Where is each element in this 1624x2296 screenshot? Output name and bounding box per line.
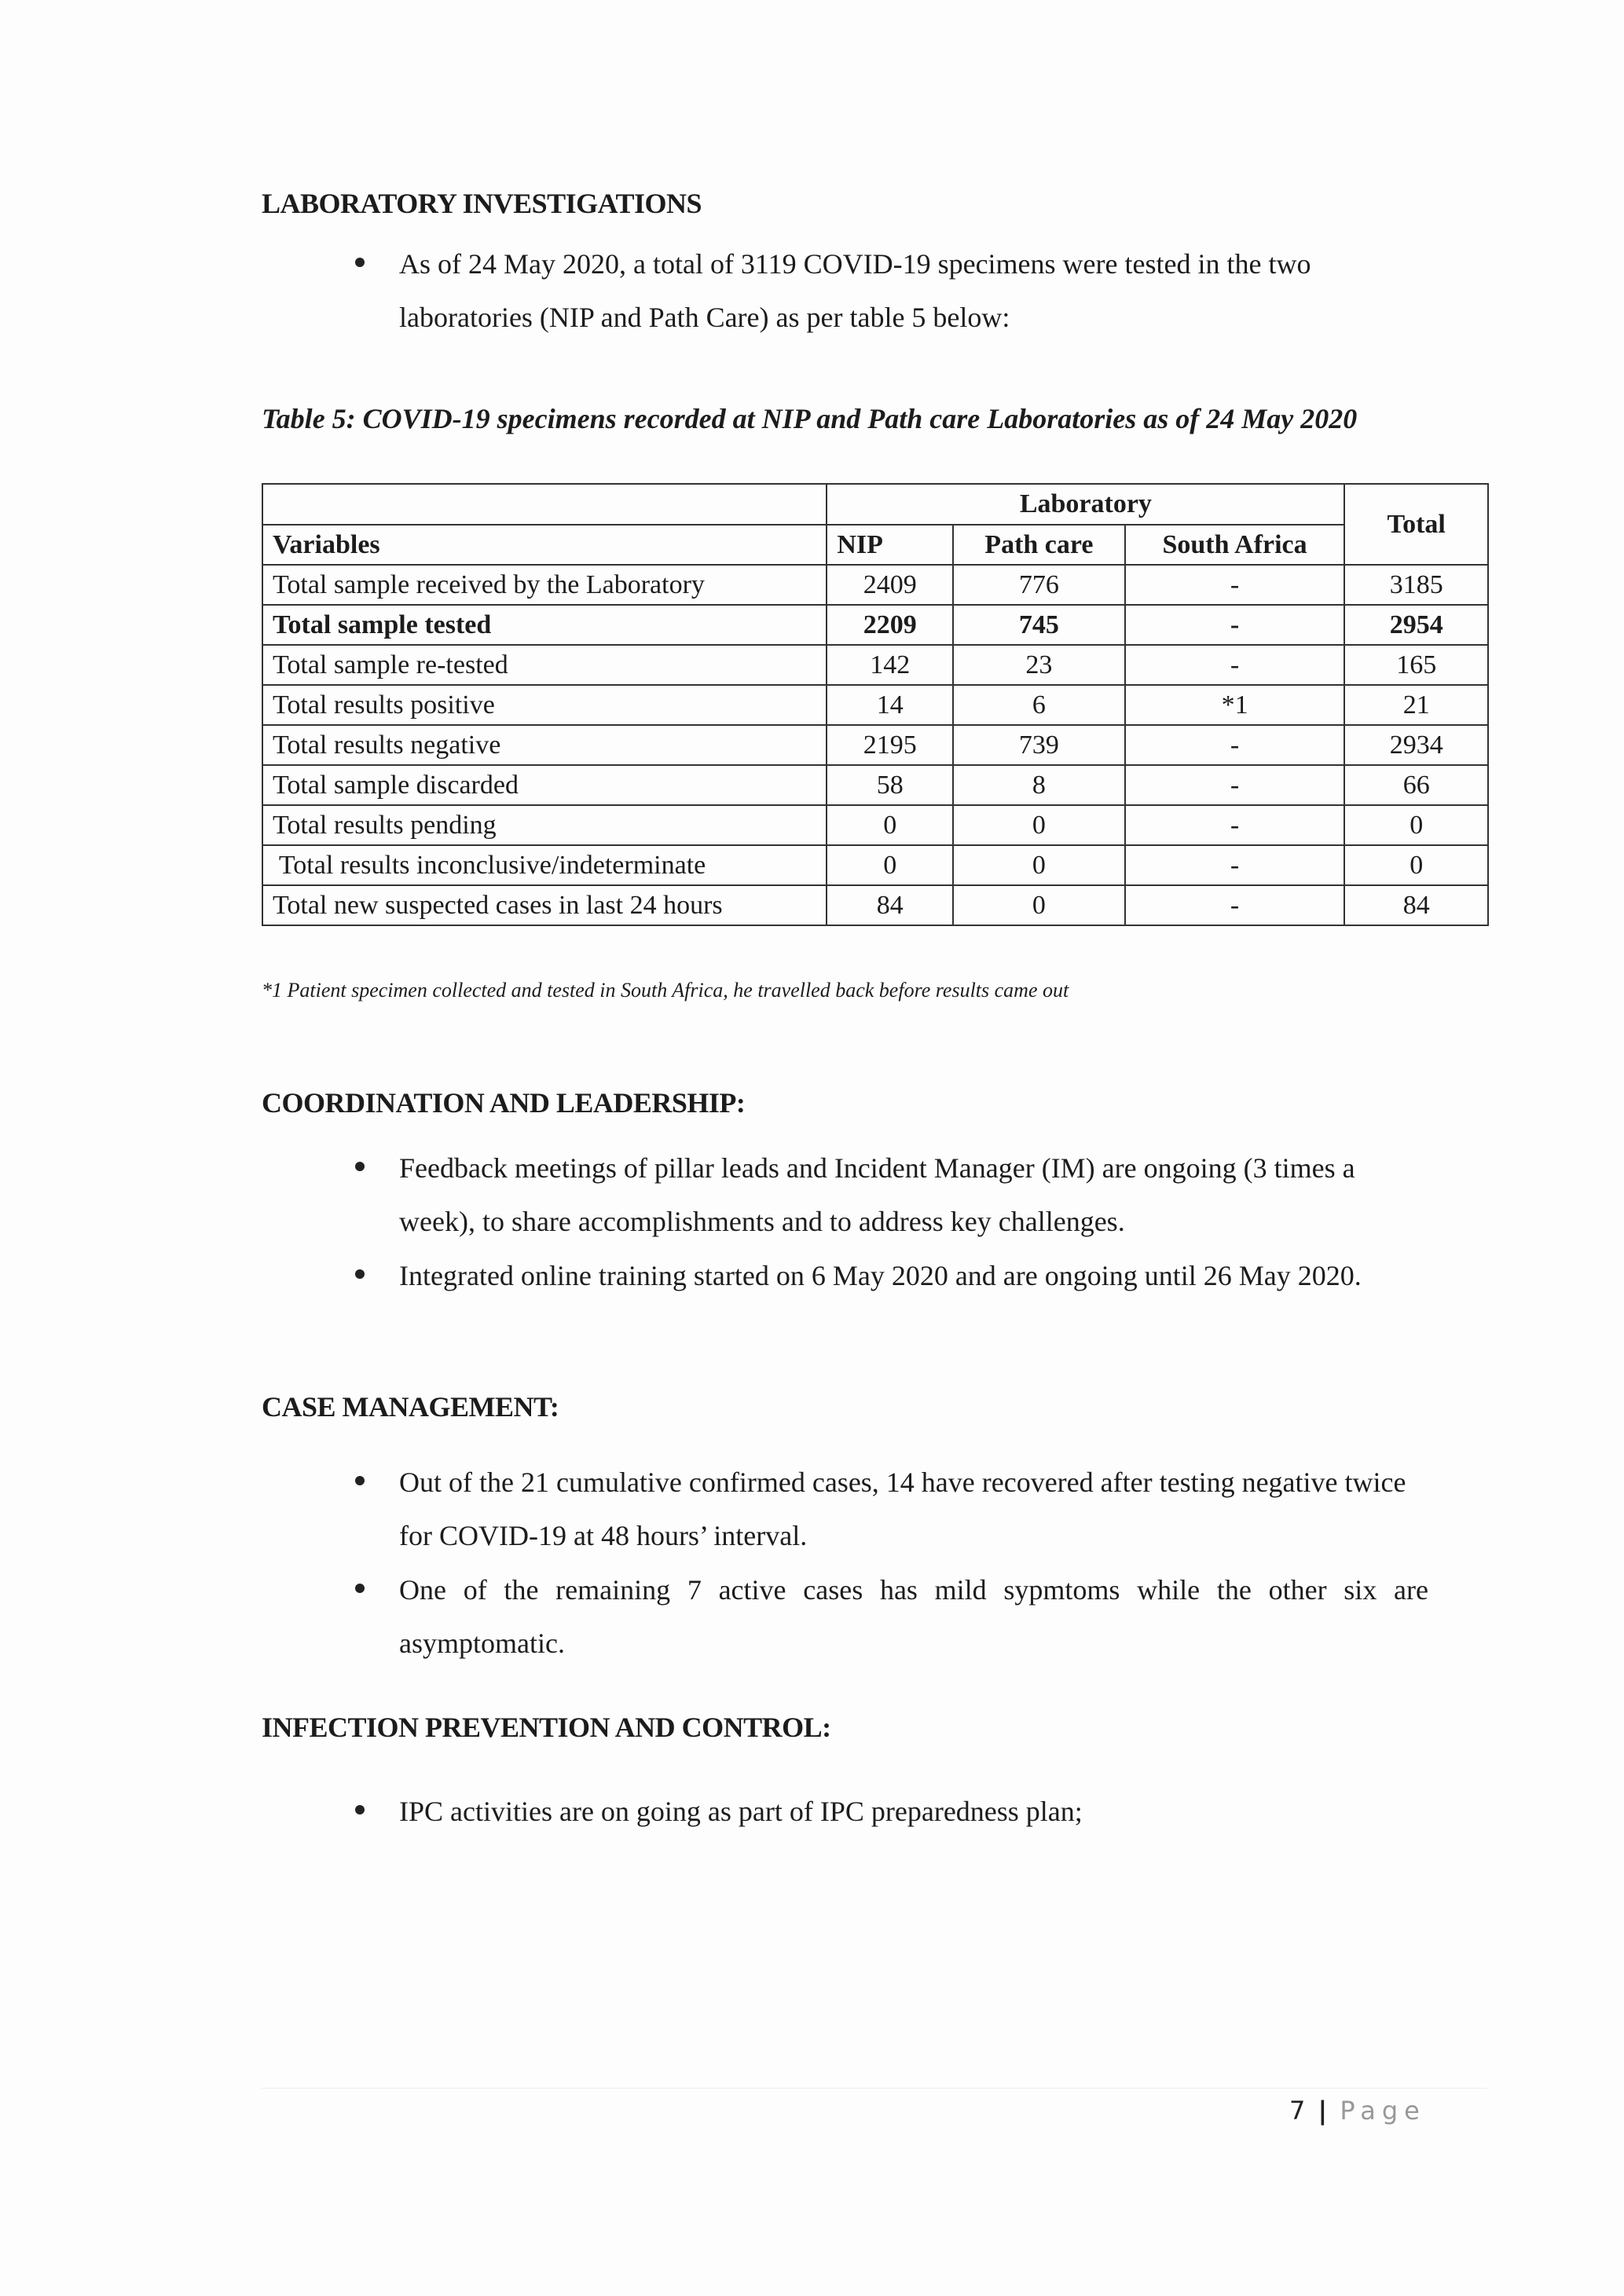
bullet-text: IPC activities are on going as part of IPC preparedness plan;	[399, 1796, 1083, 1827]
cell-total: 84	[1344, 885, 1488, 925]
bullet-item	[399, 237, 1421, 344]
page-number-separator: |	[1318, 2096, 1328, 2126]
bullet-item	[399, 1456, 1428, 1562]
table-header-path-care: Path care	[953, 525, 1125, 565]
cell-variable: Total results inconclusive/indeterminate	[262, 845, 827, 885]
cell-total: 0	[1344, 845, 1488, 885]
cell-path-care: 6	[953, 685, 1125, 725]
table-header-empty	[262, 484, 827, 525]
cell-total: 3185	[1344, 565, 1488, 605]
cell-path-care: 776	[953, 565, 1125, 605]
cell-south-africa: -	[1125, 645, 1345, 685]
cell-path-care: 0	[953, 845, 1125, 885]
table-row	[262, 765, 1488, 805]
cell-nip: 84	[827, 885, 953, 925]
bullet-icon	[355, 1805, 365, 1814]
cell-south-africa: -	[1125, 805, 1345, 845]
table-row	[262, 725, 1488, 765]
bullet-item	[399, 1141, 1373, 1248]
table-header-south-africa: South Africa	[1125, 525, 1345, 565]
cell-path-care: 0	[953, 805, 1125, 845]
table-row	[262, 685, 1488, 725]
cell-south-africa: *1	[1125, 685, 1345, 725]
cell-south-africa: -	[1125, 565, 1345, 605]
cell-variable: Total sample re-tested	[262, 645, 827, 685]
cell-path-care: 745	[953, 605, 1125, 645]
cell-total: 2934	[1344, 725, 1488, 765]
footer-divider	[262, 2088, 1487, 2089]
table-row	[262, 845, 1488, 885]
cell-south-africa: -	[1125, 765, 1345, 805]
bullet-item	[399, 1785, 1421, 1838]
cell-path-care: 23	[953, 645, 1125, 685]
bullet-icon	[355, 1269, 365, 1279]
page-number-label: Page	[1340, 2096, 1426, 2126]
table-footnote: *1 Patient specimen collected and tested in South Africa, he travelled back before results came out	[262, 979, 1069, 1002]
bullet-icon	[355, 1584, 365, 1593]
table-header-total: Total	[1344, 484, 1488, 565]
table-header-row	[262, 525, 1488, 565]
cell-variable: Total new suspected cases in last 24 hours	[262, 885, 827, 925]
bullet-text: One of the remaining 7 active cases has mild sypmtoms while the other six are asymptomatic.	[399, 1574, 1428, 1659]
cell-total: 21	[1344, 685, 1488, 725]
cell-nip: 58	[827, 765, 953, 805]
cell-south-africa: -	[1125, 725, 1345, 765]
cell-variable: Total sample received by the Laboratory	[262, 565, 827, 605]
bullet-item	[399, 1249, 1381, 1302]
bullet-icon	[355, 1476, 365, 1485]
bullet-text: Feedback meetings of pillar leads and Incident Manager (IM) are ongoing (3 times a week), to share accomplishments and to address key challenges.	[399, 1152, 1355, 1237]
table-header-variables: Variables	[262, 525, 827, 565]
table-row	[262, 565, 1488, 605]
table-row	[262, 605, 1488, 645]
cell-south-africa: -	[1125, 605, 1345, 645]
page-number	[1289, 2096, 1426, 2126]
table-row	[262, 885, 1488, 925]
section-heading-coordination: COORDINATION AND LEADERSHIP:	[262, 1087, 746, 1119]
section-heading-ipc: INFECTION PREVENTION AND CONTROL:	[262, 1712, 831, 1743]
page-number-value: 7	[1289, 2096, 1306, 2126]
cell-total: 0	[1344, 805, 1488, 845]
cell-path-care: 8	[953, 765, 1125, 805]
table-caption: Table 5: COVID-19 specimens recorded at NIP and Path care Laboratories as of 24 May 2020	[262, 403, 1358, 434]
cell-path-care: 0	[953, 885, 1125, 925]
section-heading-laboratory-investigations: LABORATORY INVESTIGATIONS	[262, 188, 702, 219]
specimens-table	[262, 483, 1489, 926]
cell-path-care: 739	[953, 725, 1125, 765]
cell-variable: Total sample tested	[262, 605, 827, 645]
cell-nip: 2209	[827, 605, 953, 645]
cell-south-africa: -	[1125, 885, 1345, 925]
cell-variable: Total results positive	[262, 685, 827, 725]
cell-nip: 0	[827, 845, 953, 885]
bullet-icon	[355, 1162, 365, 1171]
cell-variable: Total results negative	[262, 725, 827, 765]
table-row	[262, 805, 1488, 845]
table-header-laboratory: Laboratory	[827, 484, 1344, 525]
cell-nip: 2195	[827, 725, 953, 765]
cell-south-africa: -	[1125, 845, 1345, 885]
cell-variable: Total results pending	[262, 805, 827, 845]
bullet-icon	[355, 258, 365, 267]
cell-total: 2954	[1344, 605, 1488, 645]
cell-nip: 142	[827, 645, 953, 685]
cell-nip: 14	[827, 685, 953, 725]
section-heading-case-management: CASE MANAGEMENT:	[262, 1391, 559, 1423]
cell-total: 165	[1344, 645, 1488, 685]
cell-nip: 2409	[827, 565, 953, 605]
cell-total: 66	[1344, 765, 1488, 805]
bullet-item	[399, 1563, 1428, 1670]
cell-nip: 0	[827, 805, 953, 845]
bullet-text: Out of the 21 cumulative confirmed cases, 14 have recovered after testing negative twice for COVID-19 at 48 hours’ interval.	[399, 1467, 1406, 1551]
table-header-nip: NIP	[827, 525, 953, 565]
cell-variable: Total sample discarded	[262, 765, 827, 805]
table-header-row-group	[262, 484, 1488, 525]
bullet-text: Integrated online training started on 6 May 2020 and are ongoing until 26 May 2020.	[399, 1260, 1362, 1291]
table-row	[262, 645, 1488, 685]
bullet-text: As of 24 May 2020, a total of 3119 COVID-19 specimens were tested in the two laboratories (NIP and Path Care) as per table 5 below:	[399, 248, 1311, 333]
